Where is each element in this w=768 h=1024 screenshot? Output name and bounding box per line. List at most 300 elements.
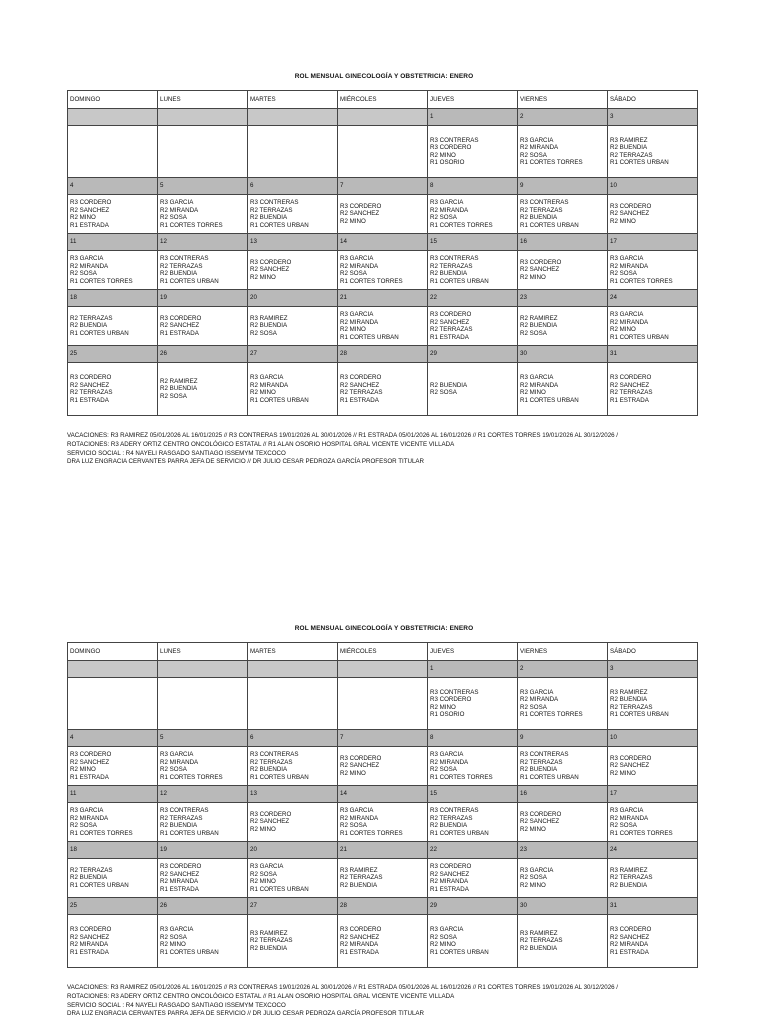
day-header: VIERNES xyxy=(518,91,608,109)
resident-entry: R2 SANCHEZ xyxy=(340,762,380,770)
resident-entry: R2 MIRANDA xyxy=(340,814,379,822)
resident-entry: R1 ESTRADA xyxy=(160,329,199,337)
resident-entry: R2 TERRAZAS xyxy=(340,389,383,396)
resident-entry: R3 GARCIA xyxy=(340,255,374,262)
resident-entry: R1 OSORIO xyxy=(430,159,465,166)
day-cell xyxy=(248,803,338,842)
day-cell xyxy=(428,678,518,730)
resident-entry: R2 SOSA xyxy=(430,766,457,773)
resident-entry: R2 SOSA xyxy=(610,822,637,829)
resident-entry: R2 TERRAZAS xyxy=(250,758,293,766)
resident-entry: R2 TERRAZAS xyxy=(520,206,563,214)
day-cell xyxy=(608,195,698,234)
signatures-note: DRA LUZ ENGRACIA CERVANTES PARRA JEFA DE SERVICIO // DR JULIO CESAR PEDROZA GARCÍA PROFESOR TITULAR xyxy=(67,458,425,466)
resident-entry: R2 MIRANDA xyxy=(610,941,649,948)
day-number: 29 xyxy=(428,346,518,363)
day-cell xyxy=(338,126,428,178)
day-number: 22 xyxy=(428,842,518,859)
day-cell xyxy=(518,363,608,416)
resident-entry: R2 SOSA xyxy=(70,270,97,277)
day-number: 10 xyxy=(608,178,698,195)
resident-entry: R1 CORTES URBAN xyxy=(70,329,129,337)
resident-entry: R2 SOSA xyxy=(430,389,457,396)
resident-entry: R2 SANCHEZ xyxy=(70,933,110,941)
resident-entry: R2 TERRAZAS xyxy=(70,389,113,396)
resident-entry: R2 SANCHEZ xyxy=(610,933,650,941)
day-number: 19 xyxy=(158,290,248,307)
day-number: 31 xyxy=(608,346,698,363)
resident-entry: R2 BUENDIA xyxy=(250,214,288,221)
resident-entry: R2 SANCHEZ xyxy=(430,318,470,326)
day-number: 26 xyxy=(158,346,248,363)
resident-entry: R2 TERRAZAS xyxy=(610,389,653,396)
resident-entry: R2 RAMIREZ xyxy=(520,314,558,322)
resident-entry: R2 SANCHEZ xyxy=(610,762,650,770)
resident-entry: R3 CORDERO xyxy=(250,810,292,818)
resident-entry: R2 MINO xyxy=(520,825,546,833)
day-cell xyxy=(518,678,608,730)
day-number: 6 xyxy=(248,178,338,195)
day-cell xyxy=(608,251,698,290)
resident-entry: R2 SANCHEZ xyxy=(520,818,560,826)
day-cell xyxy=(68,747,158,786)
day-number: 31 xyxy=(608,898,698,915)
day-cell xyxy=(428,307,518,346)
day-cell xyxy=(338,307,428,346)
day-number: 24 xyxy=(608,842,698,859)
day-cell xyxy=(518,195,608,234)
day-number xyxy=(338,661,428,678)
resident-entry: R1 CORTES TORRES xyxy=(520,159,583,166)
resident-entry: R2 RAMIREZ xyxy=(160,377,198,385)
resident-entry: R3 CORDERO xyxy=(70,751,112,758)
resident-entry: R3 CONTRERAS xyxy=(430,688,479,696)
resident-entry: R2 SOSA xyxy=(160,214,187,221)
resident-entry: R3 GARCIA xyxy=(520,374,554,381)
day-number xyxy=(68,661,158,678)
resident-entry: R2 SOSA xyxy=(340,822,367,829)
resident-entry: R2 SOSA xyxy=(430,214,457,221)
day-cell xyxy=(68,307,158,346)
resident-entry: R3 GARCIA xyxy=(520,688,554,696)
resident-entry: R2 MINO xyxy=(610,769,636,777)
resident-entry: R1 CORTES TORRES xyxy=(340,277,403,285)
resident-entry: R2 MINO xyxy=(250,825,276,833)
resident-entry: R3 CORDERO xyxy=(610,926,652,933)
day-number: 11 xyxy=(68,234,158,251)
resident-entry: R1 ESTRADA xyxy=(430,333,469,341)
resident-entry: R3 RAMIREZ xyxy=(610,866,648,874)
day-header: VIERNES xyxy=(518,643,608,661)
day-cell xyxy=(608,678,698,730)
day-header: SÁBADO xyxy=(608,643,698,661)
day-number: 29 xyxy=(428,898,518,915)
vacations-note: VACACIONES: R3 RAMIREZ 05/01/2026 AL 16/01/2025 // R3 CONTRERAS 19/01/2026 AL 30/01/2026 // R1 ESTRADA 05/01/2026 AL 16/01/2026 // R1 CORTES TORRES 19/01/2026 AL 30/12/2026 / xyxy=(67,432,619,439)
day-number: 17 xyxy=(608,234,698,251)
day-number: 7 xyxy=(338,730,428,747)
day-cell xyxy=(248,251,338,290)
resident-entry: R3 CORDERO xyxy=(70,374,112,381)
resident-entry: R2 MIRANDA xyxy=(520,381,559,389)
resident-entry: R1 ESTRADA xyxy=(610,396,649,404)
resident-entry: R3 GARCIA xyxy=(160,199,194,206)
resident-entry: R1 CORTES URBAN xyxy=(160,829,219,837)
resident-entry: R2 SOSA xyxy=(70,822,97,829)
day-cell xyxy=(68,859,158,898)
resident-entry: R2 TERRAZAS xyxy=(430,814,473,822)
resident-entry: R3 CORDERO xyxy=(430,863,472,870)
resident-entry: R2 MINO xyxy=(430,703,456,711)
resident-entry: R2 MIRANDA xyxy=(70,262,109,270)
resident-entry: R2 MINO xyxy=(430,151,456,159)
schedule-table xyxy=(67,90,698,416)
resident-entry: R1 CORTES URBAN xyxy=(70,881,129,889)
day-cell xyxy=(518,803,608,842)
resident-entry: R3 CONTRERAS xyxy=(430,136,479,144)
day-cell xyxy=(608,859,698,898)
resident-entry: R3 CORDERO xyxy=(610,202,652,210)
day-cell xyxy=(428,363,518,416)
day-cell xyxy=(518,307,608,346)
day-cell xyxy=(608,126,698,178)
resident-entry: R2 MINO xyxy=(250,273,276,281)
resident-entry: R2 TERRAZAS xyxy=(250,937,293,945)
resident-entry: R3 RAMIREZ xyxy=(610,136,648,144)
resident-entry: R2 MIRANDA xyxy=(340,941,379,948)
day-header: SÁBADO xyxy=(608,91,698,109)
resident-entry: R2 SANCHEZ xyxy=(70,381,110,389)
resident-entry: R3 RAMIREZ xyxy=(250,314,288,322)
resident-entry: R2 MIRANDA xyxy=(160,206,199,214)
day-number: 7 xyxy=(338,178,428,195)
resident-entry: R1 CORTES TORRES xyxy=(520,711,583,718)
day-cell xyxy=(248,307,338,346)
resident-entry: R2 TERRAZAS xyxy=(340,874,383,882)
resident-entry: R2 TERRAZAS xyxy=(250,206,293,214)
day-header: DOMINGO xyxy=(68,91,158,109)
vacations-note: VACACIONES: R3 RAMIREZ 05/01/2026 AL 16/01/2025 // R3 CONTRERAS 19/01/2026 AL 30/01/2026 // R1 ESTRADA 05/01/2026 AL 16/01/2026 // R1 CORTES TORRES 19/01/2026 AL 30/12/2026 / xyxy=(67,984,619,991)
resident-entry: R3 GARCIA xyxy=(610,807,644,814)
day-cell xyxy=(428,859,518,898)
schedule-page-2 xyxy=(0,512,768,1024)
day-cell xyxy=(68,251,158,290)
day-cell xyxy=(518,859,608,898)
day-number: 16 xyxy=(518,786,608,803)
resident-entry: R1 CORTES URBAN xyxy=(610,159,669,166)
resident-entry: R2 BUENDIA xyxy=(520,944,558,952)
resident-entry: R2 MIRANDA xyxy=(340,262,379,270)
resident-entry: R2 SANCHEZ xyxy=(520,266,560,274)
resident-entry: R2 MINO xyxy=(340,326,366,333)
resident-entry: R3 CONTRERAS xyxy=(160,807,209,814)
day-header: MARTES xyxy=(248,91,338,109)
resident-entry: R1 ESTRADA xyxy=(160,885,199,893)
resident-entry: R3 GARCIA xyxy=(70,255,104,262)
resident-entry: R3 CORDERO xyxy=(70,199,112,206)
resident-entry: R2 BUENDIA xyxy=(70,322,108,330)
day-number: 30 xyxy=(518,898,608,915)
resident-entry: R2 BUENDIA xyxy=(520,322,558,330)
resident-entry: R1 CORTES URBAN xyxy=(520,396,579,404)
rotations-note: ROTACIONES: R3 ADERY ORTIZ CENTRO ONCOLÓGICO ESTATAL // R1 ALAN OSORIO HOSPITAL GRAL VICENTE VICENTE VILLADA xyxy=(67,992,455,1000)
day-cell xyxy=(248,859,338,898)
day-number: 11 xyxy=(68,786,158,803)
day-cell xyxy=(158,678,248,730)
resident-entry: R3 GARCIA xyxy=(250,863,284,870)
resident-entry: R2 TERRAZAS xyxy=(610,874,653,882)
resident-entry: R1 CORTES TORRES xyxy=(430,773,493,781)
schedule-title: ROL MENSUAL GINECOLOGÍA Y OBSTETRICIA: ENERO xyxy=(294,625,474,632)
resident-entry: R1 CORTES TORRES xyxy=(610,829,673,837)
day-number: 9 xyxy=(518,178,608,195)
day-number: 15 xyxy=(428,786,518,803)
resident-entry: R3 CORDERO xyxy=(430,144,472,151)
day-cell xyxy=(158,747,248,786)
resident-entry: R2 BUENDIA xyxy=(160,385,198,393)
resident-entry: R3 CONTRERAS xyxy=(430,255,479,262)
day-cell xyxy=(158,363,248,416)
resident-entry: R2 SANCHEZ xyxy=(160,870,200,878)
day-cell xyxy=(338,915,428,968)
day-cell xyxy=(518,747,608,786)
day-header: LUNES xyxy=(158,91,248,109)
day-cell xyxy=(338,251,428,290)
resident-entry: R2 TERRAZAS xyxy=(430,262,473,270)
day-number xyxy=(158,661,248,678)
resident-entry: R1 ESTRADA xyxy=(610,948,649,956)
resident-entry: R1 CORTES TORRES xyxy=(160,773,223,781)
day-number: 14 xyxy=(338,234,428,251)
day-number: 27 xyxy=(248,346,338,363)
resident-entry: R3 CORDERO xyxy=(520,810,562,818)
social-service-note: SERVICIO SOCIAL : R4 NAYELI RASGADO SANTIAGO ISSEMYM TEXCOCO xyxy=(67,1001,286,1009)
resident-entry: R2 MIRANDA xyxy=(430,758,469,766)
resident-entry: R3 CORDERO xyxy=(160,314,202,322)
day-cell xyxy=(608,307,698,346)
resident-entry: R1 CORTES URBAN xyxy=(430,277,489,285)
resident-entry: R2 SANCHEZ xyxy=(250,818,290,826)
day-number: 18 xyxy=(68,842,158,859)
social-service-note: SERVICIO SOCIAL : R4 NAYELI RASGADO SANTIAGO ISSEMYM TEXCOCO xyxy=(67,449,286,457)
day-number: 19 xyxy=(158,842,248,859)
resident-entry: R1 CORTES URBAN xyxy=(160,277,219,285)
day-number: 20 xyxy=(248,290,338,307)
resident-entry: R2 SANCHEZ xyxy=(430,870,470,878)
day-number xyxy=(338,109,428,126)
day-cell xyxy=(68,915,158,968)
resident-entry: R1 CORTES TORRES xyxy=(70,277,133,285)
resident-entry: R3 CONTRERAS xyxy=(430,807,479,814)
day-number: 1 xyxy=(428,109,518,126)
day-cell xyxy=(158,126,248,178)
day-cell xyxy=(68,195,158,234)
resident-entry: R2 SANCHEZ xyxy=(340,381,380,389)
resident-entry: R1 CORTES URBAN xyxy=(520,221,579,229)
day-number: 4 xyxy=(68,730,158,747)
day-cell xyxy=(158,195,248,234)
resident-entry: R2 MIRANDA xyxy=(160,878,199,885)
resident-entry: R2 SANCHEZ xyxy=(250,266,290,274)
day-number: 13 xyxy=(248,234,338,251)
day-cell xyxy=(158,859,248,898)
day-number: 17 xyxy=(608,786,698,803)
resident-entry: R2 BUENDIA xyxy=(160,270,198,277)
day-number: 3 xyxy=(608,109,698,126)
resident-entry: R2 SANCHEZ xyxy=(160,322,200,330)
day-cell xyxy=(248,678,338,730)
day-cell xyxy=(248,363,338,416)
day-number: 3 xyxy=(608,661,698,678)
resident-entry: R2 BUENDIA xyxy=(610,144,648,151)
day-number: 5 xyxy=(158,730,248,747)
resident-entry: R3 CONTRERAS xyxy=(520,199,569,206)
resident-entry: R1 CORTES URBAN xyxy=(610,711,669,718)
resident-entry: R1 ESTRADA xyxy=(430,885,469,893)
resident-entry: R2 SOSA xyxy=(430,933,457,941)
resident-entry: R2 MIRANDA xyxy=(430,878,469,885)
resident-entry: R3 GARCIA xyxy=(610,311,644,318)
day-cell xyxy=(608,803,698,842)
resident-entry: R2 MINO xyxy=(520,389,546,396)
resident-entry: R3 RAMIREZ xyxy=(610,688,648,696)
resident-entry: R2 MIRANDA xyxy=(70,814,109,822)
schedule-table xyxy=(67,642,698,968)
day-number: 12 xyxy=(158,786,248,803)
day-cell xyxy=(158,307,248,346)
resident-entry: R2 BUENDIA xyxy=(610,696,648,703)
resident-entry: R2 BUENDIA xyxy=(160,822,198,829)
day-number: 30 xyxy=(518,346,608,363)
day-cell xyxy=(68,126,158,178)
schedule-notes xyxy=(67,984,707,1019)
day-cell xyxy=(158,251,248,290)
day-cell xyxy=(158,915,248,968)
resident-entry: R1 CORTES URBAN xyxy=(610,333,669,341)
day-header: DOMINGO xyxy=(68,643,158,661)
resident-entry: R2 MINO xyxy=(250,878,276,885)
resident-entry: R2 SOSA xyxy=(160,933,187,941)
day-number: 24 xyxy=(608,290,698,307)
day-number: 15 xyxy=(428,234,518,251)
resident-entry: R1 CORTES URBAN xyxy=(250,396,309,404)
resident-entry: R2 MIRANDA xyxy=(610,318,649,326)
day-number: 25 xyxy=(68,346,158,363)
resident-entry: R2 MIRANDA xyxy=(610,814,649,822)
day-cell xyxy=(68,678,158,730)
resident-entry: R1 ESTRADA xyxy=(70,396,109,404)
resident-entry: R3 CORDERO xyxy=(160,863,202,870)
resident-entry: R2 BUENDIA xyxy=(520,214,558,221)
resident-entry: R1 CORTES URBAN xyxy=(430,948,489,956)
day-cell xyxy=(248,915,338,968)
signatures-note: DRA LUZ ENGRACIA CERVANTES PARRA JEFA DE SERVICIO // DR JULIO CESAR PEDROZA GARCÍA PROFESOR TITULAR xyxy=(67,1010,425,1018)
resident-entry: R2 TERRAZAS xyxy=(70,866,113,874)
resident-entry: R2 SOSA xyxy=(160,392,187,400)
resident-entry: R1 OSORIO xyxy=(430,711,465,718)
resident-entry: R2 MIRANDA xyxy=(520,144,559,151)
day-number: 14 xyxy=(338,786,428,803)
resident-entry: R3 CORDERO xyxy=(340,926,382,933)
resident-entry: R2 MINO xyxy=(520,881,546,889)
day-cell xyxy=(428,747,518,786)
resident-entry: R2 MINO xyxy=(430,941,456,948)
resident-entry: R3 RAMIREZ xyxy=(520,929,558,937)
schedule-notes xyxy=(67,432,707,467)
resident-entry: R2 SOSA xyxy=(610,270,637,277)
day-cell xyxy=(248,747,338,786)
resident-entry: R2 TERRAZAS xyxy=(160,262,203,270)
resident-entry: R1 CORTES URBAN xyxy=(430,829,489,837)
resident-entry: R2 MINO xyxy=(610,326,636,333)
resident-entry: R3 RAMIREZ xyxy=(250,929,288,937)
day-number: 23 xyxy=(518,290,608,307)
resident-entry: R1 CORTES TORRES xyxy=(160,221,223,229)
day-cell xyxy=(338,859,428,898)
resident-entry: R2 BUENDIA xyxy=(610,881,648,889)
day-number: 23 xyxy=(518,842,608,859)
resident-entry: R2 MINO xyxy=(520,273,546,281)
resident-entry: R3 GARCIA xyxy=(610,255,644,262)
resident-entry: R2 BUENDIA xyxy=(430,822,468,829)
resident-entry: R1 CORTES URBAN xyxy=(250,885,309,893)
schedule-title: ROL MENSUAL GINECOLOGÍA Y OBSTETRICIA: ENERO xyxy=(294,73,474,80)
resident-entry: R1 CORTES TORRES xyxy=(70,829,133,837)
day-number: 5 xyxy=(158,178,248,195)
resident-entry: R1 CORTES TORRES xyxy=(340,829,403,837)
resident-entry: R2 MINO xyxy=(70,766,96,773)
day-number: 4 xyxy=(68,178,158,195)
resident-entry: R2 MIRANDA xyxy=(430,206,469,214)
day-cell xyxy=(158,803,248,842)
resident-entry: R2 SANCHEZ xyxy=(70,758,110,766)
resident-entry: R2 TERRAZAS xyxy=(520,758,563,766)
resident-entry: R3 GARCIA xyxy=(250,374,284,381)
resident-entry: R2 BUENDIA xyxy=(250,322,288,330)
resident-entry: R2 MINO xyxy=(610,217,636,225)
day-number: 18 xyxy=(68,290,158,307)
day-number xyxy=(248,109,338,126)
resident-entry: R2 BUENDIA xyxy=(430,270,468,277)
day-header: MIÉRCOLES xyxy=(338,91,428,109)
day-header: MARTES xyxy=(248,643,338,661)
resident-entry: R2 MIRANDA xyxy=(610,262,649,270)
day-cell xyxy=(428,195,518,234)
day-cell xyxy=(428,803,518,842)
day-number: 8 xyxy=(428,178,518,195)
resident-entry: R2 BUENDIA xyxy=(520,766,558,773)
day-cell xyxy=(338,747,428,786)
resident-entry: R2 TERRAZAS xyxy=(610,151,653,159)
resident-entry: R1 CORTES URBAN xyxy=(340,333,399,341)
day-header: MIÉRCOLES xyxy=(338,643,428,661)
resident-entry: R2 TERRAZAS xyxy=(520,937,563,945)
resident-entry: R1 CORTES TORRES xyxy=(610,277,673,285)
resident-entry: R3 CONTRERAS xyxy=(250,751,299,758)
resident-entry: R2 BUENDIA xyxy=(250,944,288,952)
day-number: 2 xyxy=(518,109,608,126)
resident-entry: R2 SOSA xyxy=(340,270,367,277)
resident-entry: R2 BUENDIA xyxy=(70,874,108,882)
day-number: 22 xyxy=(428,290,518,307)
day-cell xyxy=(68,363,158,416)
day-cell xyxy=(608,915,698,968)
day-number xyxy=(158,109,248,126)
resident-entry: R2 MINO xyxy=(70,214,96,221)
resident-entry: R2 SANCHEZ xyxy=(70,206,110,214)
day-number xyxy=(248,661,338,678)
resident-entry: R3 CORDERO xyxy=(520,258,562,266)
resident-entry: R3 CONTRERAS xyxy=(250,199,299,206)
